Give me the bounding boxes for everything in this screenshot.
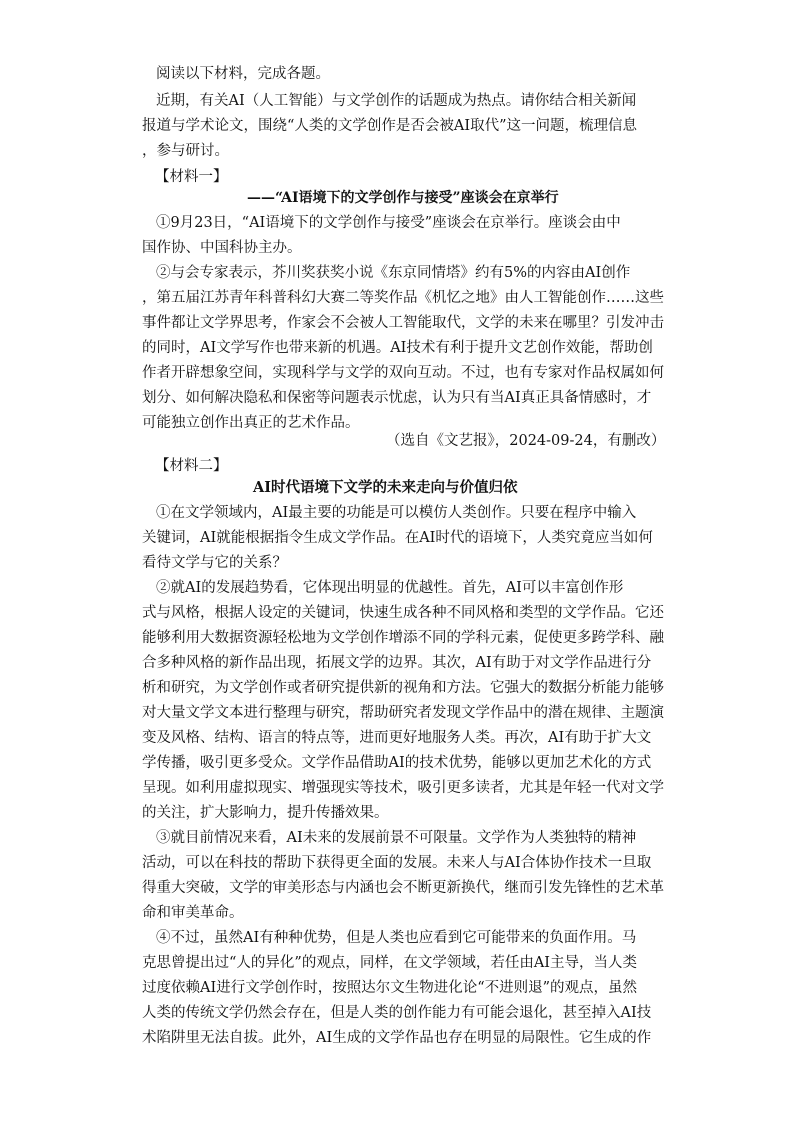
material-2-line: 命和审美革命。 bbox=[142, 905, 244, 921]
intro-line-3: 报道与学术论文，围绕“人类的文学创作是否会被AI取代”这一问题，梳理信息 bbox=[142, 118, 638, 134]
material-1-subtitle: ——“AI语境下的文学创作与接受”座谈会在京举行 bbox=[247, 190, 559, 206]
intro-line-1: 阅读以下材料，完成各题。 bbox=[156, 66, 330, 82]
intro-line-2: 近期，有关AI（人工智能）与文学创作的话题成为热点。请你结合相关新闻 bbox=[156, 93, 637, 109]
material-2-line: ②就AI的发展趋势看，它体现出明显的优越性。首先，AI可以丰富创作形 bbox=[156, 580, 624, 596]
material-2-line: 关键词，AI就能根据指令生成文学作品。在AI时代的语境下，人类究竟应当如何 bbox=[142, 530, 653, 546]
material-1-line: 可能独立创作出真正的艺术作品。 bbox=[142, 415, 360, 431]
material-2-line: 得重大突破，文学的审美形态与内涵也会不断更新换代，继而引发先锋性的艺术革 bbox=[142, 880, 664, 896]
material-1-label: 【材料一】 bbox=[155, 169, 228, 185]
material-1-line: 作者开辟想象空间，实现科学与文学的双向互动。不过，也有专家对作品权属如何 bbox=[142, 365, 664, 381]
intro-line-4: ，参与研讨。 bbox=[142, 143, 229, 159]
material-2-line: 看待文学与它的关系？ bbox=[142, 555, 287, 571]
material-1-line: ，第五届江苏青年科普科幻大赛二等奖作品《机忆之地》由人工智能创作……这些 bbox=[142, 290, 664, 306]
material-2-line: 能够利用大数据资源轻松地为文学创作增添不同的学科元素，促使更多跨学科、融 bbox=[142, 630, 664, 646]
material-2-line: 析和研究，为文学创作或者研究提供新的视角和方法。它强大的数据分析能力能够 bbox=[142, 680, 664, 696]
material-2-label: 【材料二】 bbox=[155, 458, 228, 474]
material-2-line: 呈现。如利用虚拟现实、增强现实等技术，吸引更多读者，尤其是年轻一代对文学 bbox=[142, 780, 664, 796]
material-2-line: 学传播，吸引更多受众。文学作品借助AI的技术优势，能够以更加艺术化的方式 bbox=[142, 755, 652, 771]
material-2-title: AI时代语境下文学的未来走向与价值归依 bbox=[253, 479, 518, 496]
material-2-line: 术陷阱里无法自拔。此外，AI生成的文学作品也存在明显的局限性。它生成的作 bbox=[142, 1030, 652, 1046]
material-1-line: 国作协、中国科协主办。 bbox=[142, 240, 302, 256]
material-2-line: 对大量文学文本进行整理与研究，帮助研究者发现文学作品中的潜在规律、主题演 bbox=[142, 705, 664, 721]
material-2-line: ①在文学领域内，AI最主要的功能是可以模仿人类创作。只要在程序中输入 bbox=[156, 505, 637, 521]
material-2-line: 合多种风格的新作品出现，拓展文学的边界。其次，AI有助于对文学作品进行分 bbox=[142, 655, 652, 671]
material-2-line: ③就目前情况来看，AI未来的发展前景不可限量。文学作为人类独特的精神 bbox=[156, 830, 637, 846]
material-2-line: 变及风格、结构、语言的特点等，进而更好地服务人类。再次，AI有助于扩大文 bbox=[142, 730, 652, 746]
material-2-line: 的关注，扩大影响力，提升传播效果。 bbox=[142, 805, 389, 821]
material-2-line: 过度依赖AI进行文学创作时，按照达尔文生物进化论“不进则退”的观点，虽然 bbox=[142, 980, 638, 996]
material-1-line: 事件都让文学界思考，作家会不会被人工智能取代，文学的未来在哪里？引发冲击 bbox=[142, 315, 664, 331]
material-1-source: （选自《文艺报》，2024-09-24，有删改） bbox=[386, 433, 666, 449]
material-2-line: 活动，可以在科技的帮助下获得更全面的发展。未来人与AI合体协作技术一旦取 bbox=[142, 855, 652, 871]
material-1-line: 的同时，AI文学写作也带来新的机遇。AI技术有利于提升文艺创作效能，帮助创 bbox=[142, 340, 653, 356]
material-1-line: ②与会专家表示，芥川奖获奖小说《东京同情塔》约有5%的内容由AI创作 bbox=[156, 265, 631, 281]
material-2-line: 克思曾提出过“人的异化”的观点，同样，在文学领域，若任由AI主导，当人类 bbox=[142, 955, 638, 971]
material-2-line: ④不过，虽然AI有种种优势，但是人类也应看到它可能带来的负面作用。马 bbox=[156, 930, 637, 946]
material-1-line: ①9月23日，“AI语境下的文学创作与接受”座谈会在京举行。座谈会由中 bbox=[156, 215, 621, 231]
material-1-line: 划分、如何解决隐私和保密等问题表示忧虑，认为只有当AI真正具备情感时，才 bbox=[142, 390, 652, 406]
material-2-line: 人类的传统文学仍然会存在，但是人类的创作能力有可能会退化，甚至掉入AI技 bbox=[142, 1005, 652, 1021]
material-2-line: 式与风格，根据人设定的关键词，快速生成各种不同风格和类型的文学作品。它还 bbox=[142, 605, 664, 621]
